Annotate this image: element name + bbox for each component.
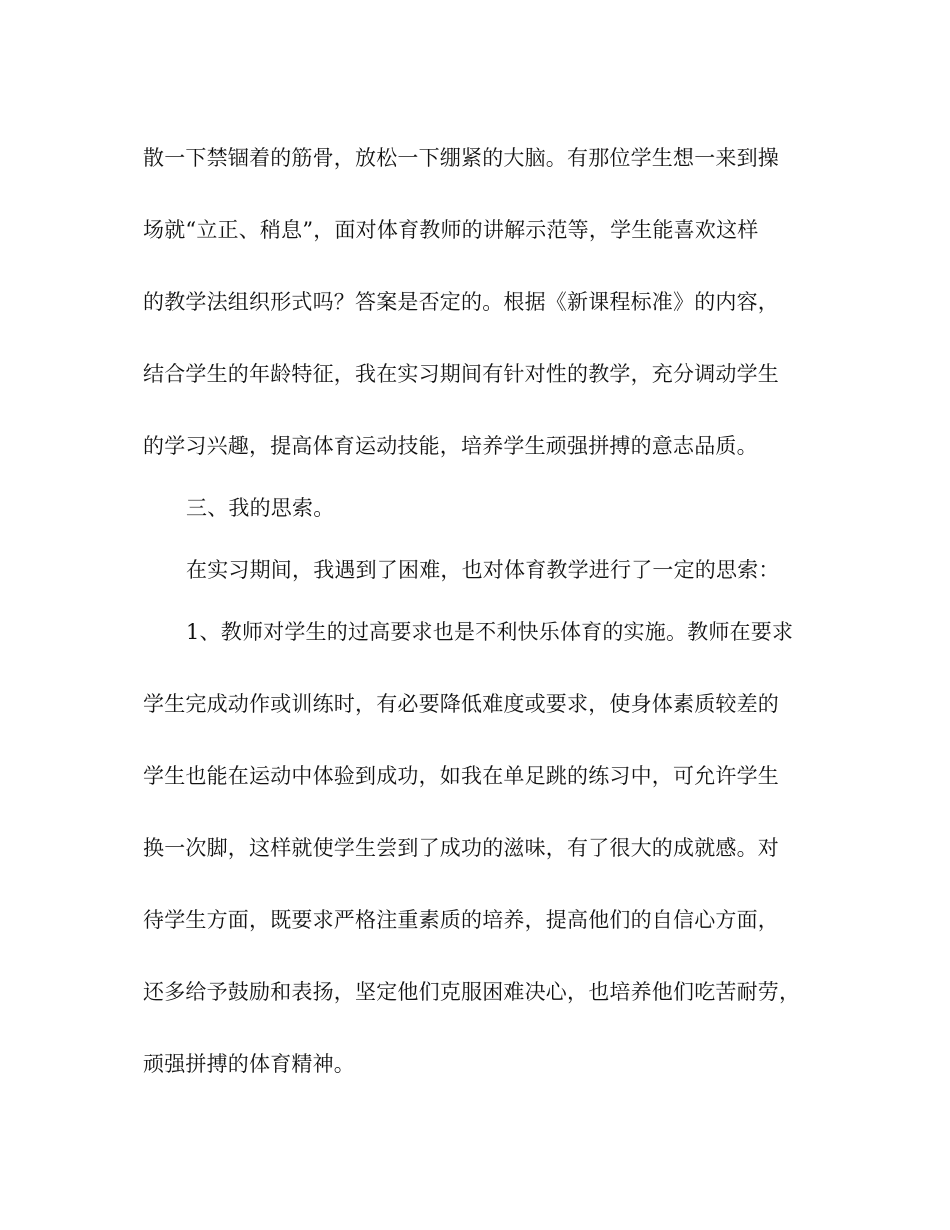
paragraph-line: 学生也能在运动中体验到成功，如我在单足跳的练习中，可允许学生: [143, 764, 779, 788]
paragraph-line: 待学生方面，既要求严格注重素质的培养，提高他们的自信心方面，: [143, 908, 779, 932]
paragraph-line: 在实习期间，我遇到了困难，也对体育教学进行了一定的思索：: [186, 558, 780, 582]
paragraph-line: 学生完成动作或训练时，有必要降低难度或要求，使身体素质较差的: [143, 692, 779, 716]
paragraph-line: 还多给予鼓励和表扬，坚定他们克服困难决心，也培养他们吃苦耐劳，: [143, 980, 801, 1004]
paragraph-line: 结合学生的年龄特征，我在实习期间有针对性的教学，充分调动学生: [143, 362, 779, 386]
paragraph-line: 散一下禁锢着的筋骨，放松一下绷紧的大脑。有那位学生想一来到操: [143, 146, 779, 170]
paragraph-line: 的学习兴趣，提高体育运动技能，培养学生顽强拼搏的意志品质。: [143, 434, 758, 458]
paragraph-line: 换一次脚，这样就使学生尝到了成功的滋味，有了很大的成就感。对: [143, 836, 779, 860]
section-heading: 三、我的思索。: [186, 496, 335, 520]
paragraph-line: 的教学法组织形式吗？答案是否定的。根据《新课程标准》的内容，: [143, 290, 779, 314]
paragraph-line: 场就“立正、稍息”，面对体育教师的讲解示范等，学生能喜欢这样: [143, 218, 759, 242]
list-item-start: 1、教师对学生的过高要求也是不利快乐体育的实施。教师在要求: [186, 620, 794, 644]
paragraph-line: 顽强拼搏的体育精神。: [143, 1052, 355, 1076]
